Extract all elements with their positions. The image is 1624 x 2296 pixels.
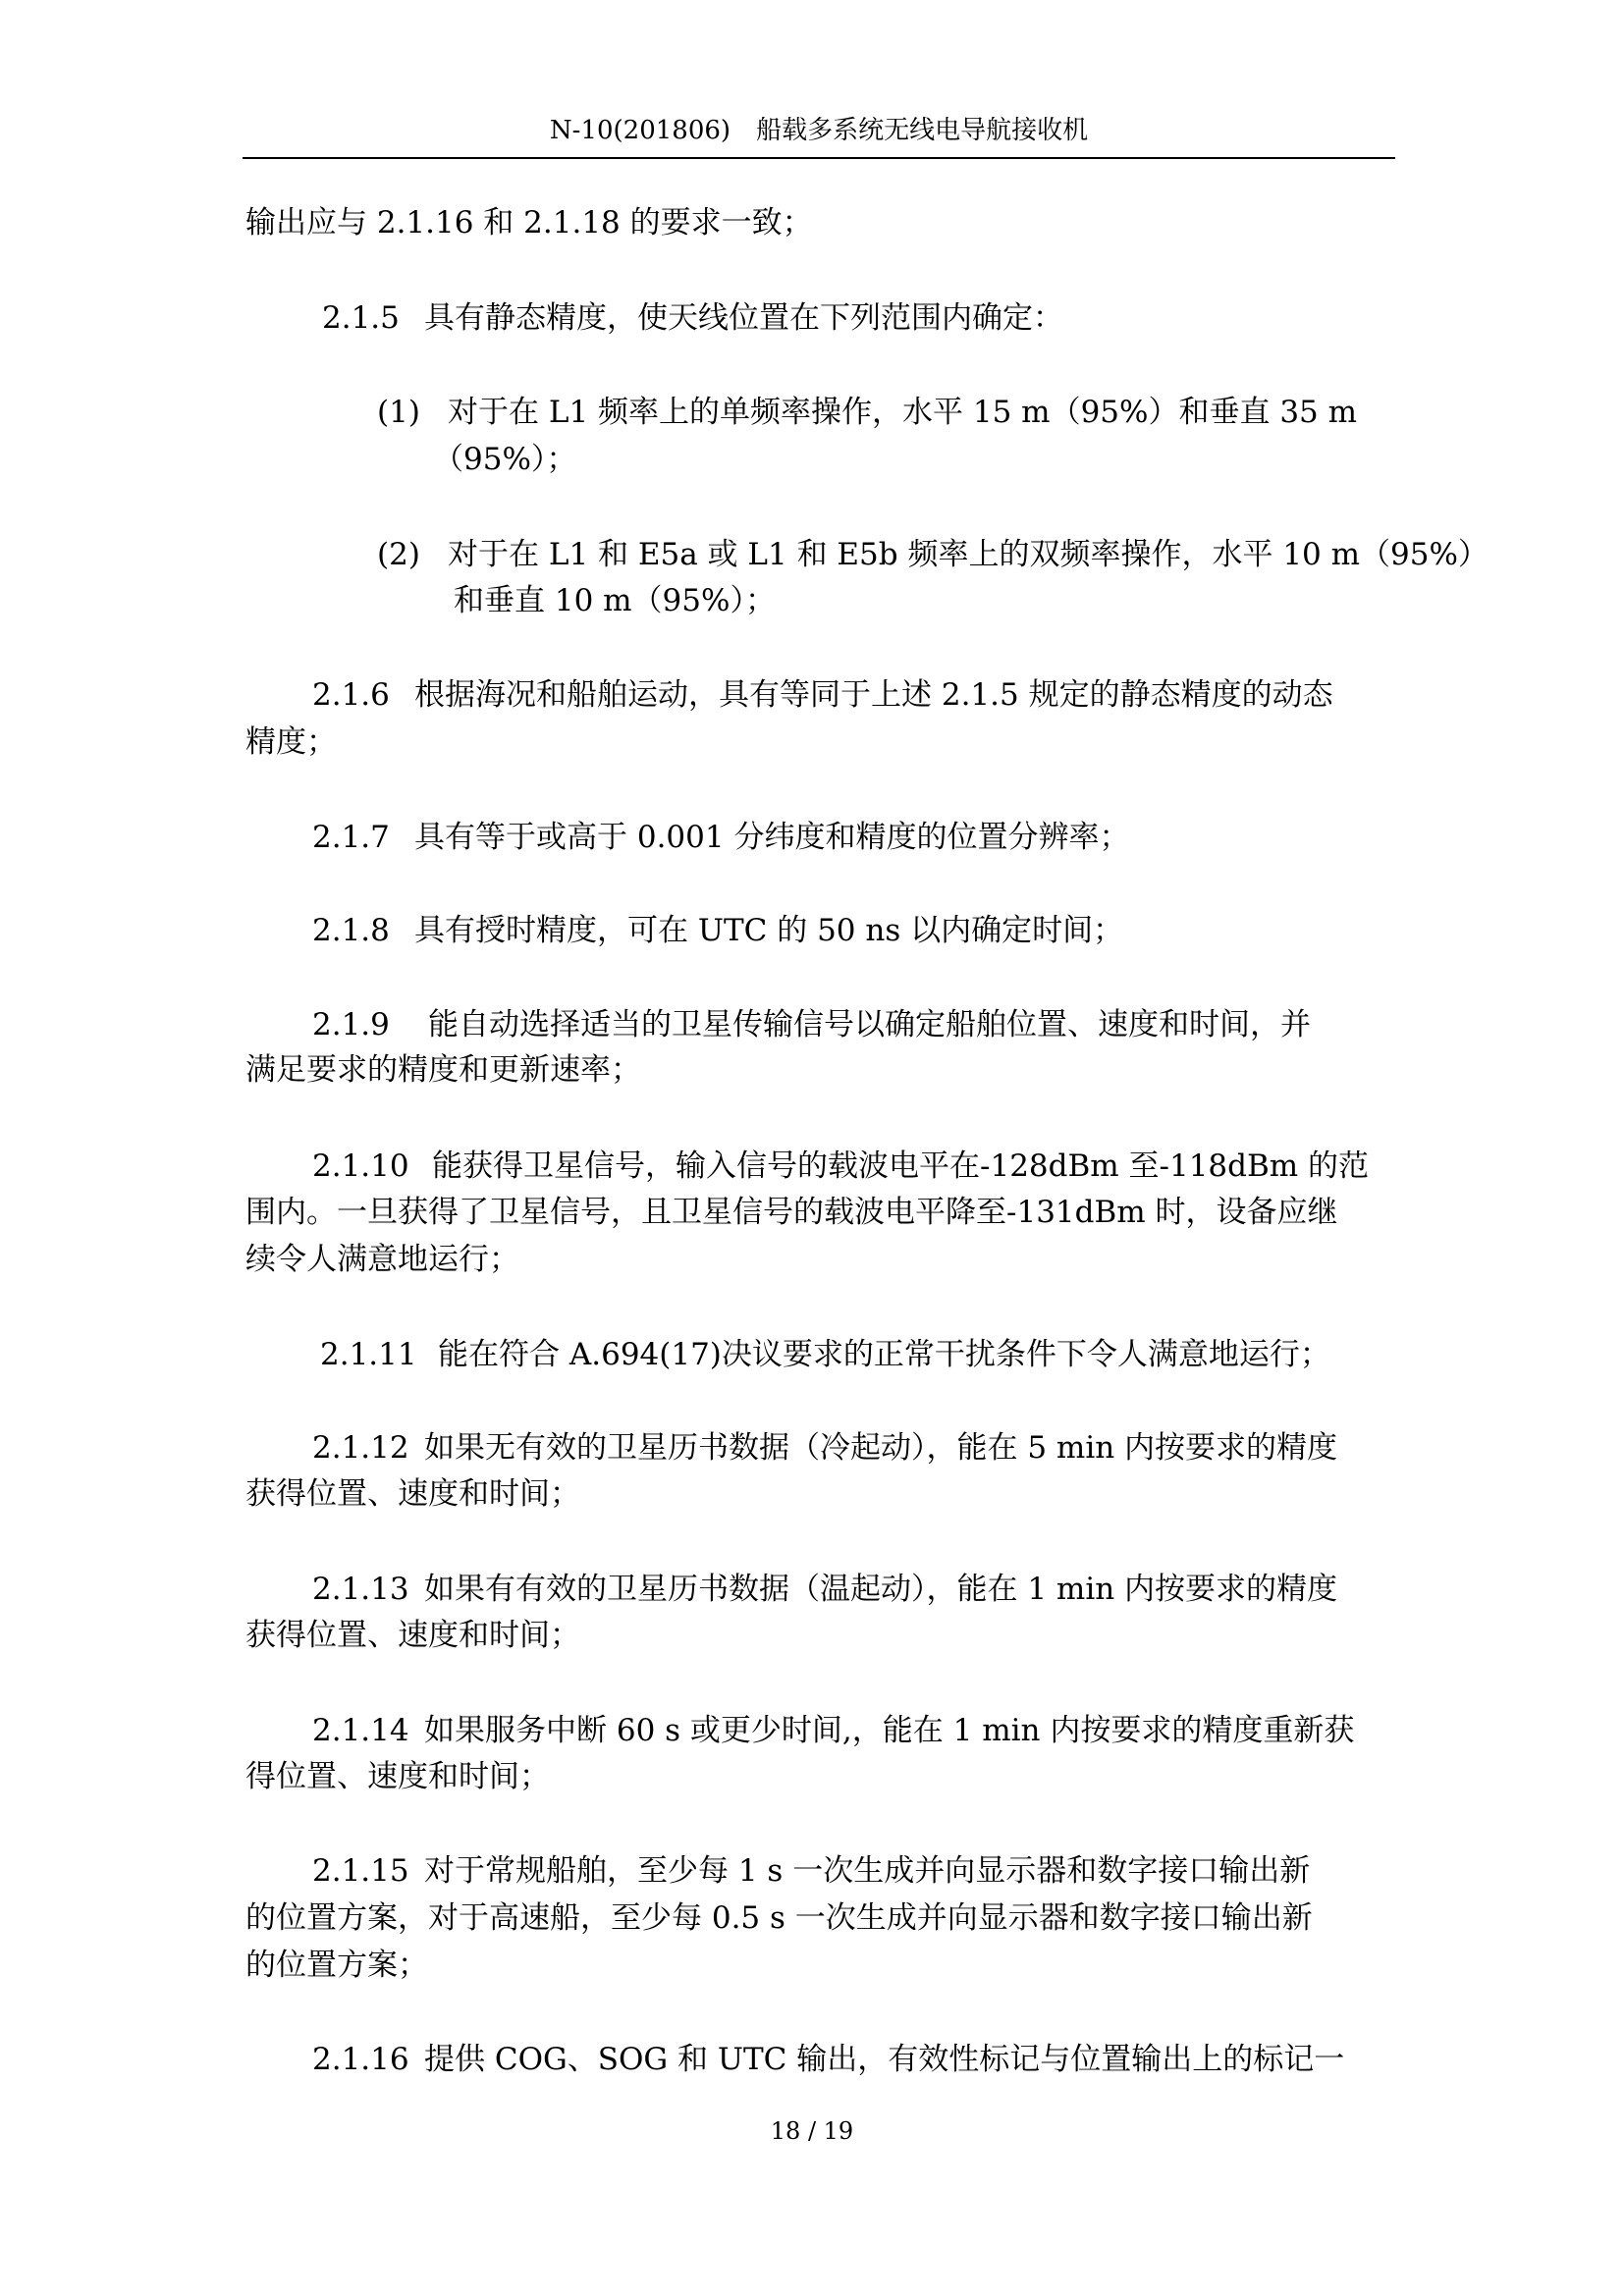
list-number: (1) — [377, 395, 420, 430]
clause-2-1-16: 2.1.16 提供 COG、SOG 和 UTC 输出，有效性标记与位置输出上的标记一 — [312, 2042, 1345, 2077]
clause-2-1-9: 2.1.9 能自动选择适当的卫星传输信号以确定船舶位置、速度和时间，并 — [312, 1007, 1311, 1042]
clause-2-1-9-cont: 满足要求的精度和更新速率； — [245, 1052, 641, 1088]
clause-number: 2.1.13 — [312, 1572, 409, 1607]
clause-number: 2.1.10 — [312, 1148, 409, 1184]
page-number: 18 / 19 — [770, 2117, 854, 2145]
clause-number: 2.1.7 — [312, 820, 390, 855]
clause-2-1-10-cont: 围内。一旦获得了卫星信号，且卫星信号的载波电平降至-131dBm 时，设备应继 — [245, 1195, 1338, 1230]
clause-2-1-12-cont: 获得位置、速度和时间； — [245, 1476, 580, 1512]
list-item-2: (2) 对于在 L1 和 E5a 或 L1 和 E5b 频率上的双频率操作，水平 10 m（95%） — [377, 537, 1489, 572]
clause-number: 2.1.15 — [312, 1853, 409, 1889]
clause-number: 2.1.14 — [312, 1713, 409, 1748]
clause-2-1-14-cont: 得位置、速度和时间； — [245, 1759, 550, 1794]
header-divider — [243, 157, 1395, 159]
list-item-1-cont: （95%）； — [433, 442, 577, 477]
clause-2-1-11: 2.1.11 能在符合 A.694(17)决议要求的正常干扰条件下令人满意地运行； — [320, 1337, 1330, 1372]
clause-number: 2.1.6 — [312, 677, 390, 713]
clause-2-1-8: 2.1.8 具有授时精度，可在 UTC 的 50 ns 以内确定时间； — [312, 913, 1124, 948]
clause-2-1-13: 2.1.13 如果有有效的卫星历书数据（温起动），能在 1 min 内按要求的精度 — [312, 1572, 1338, 1607]
clause-2-1-7: 2.1.7 具有等于或高于 0.001 分纬度和精度的位置分辨率； — [312, 820, 1130, 855]
clause-number: 2.1.8 — [312, 913, 390, 948]
clause-number: 2.1.12 — [312, 1430, 409, 1466]
clause-2-1-14: 2.1.14 如果服务中断 60 s 或更少时间,，能在 1 min 内按要求的精度重新获 — [312, 1713, 1355, 1748]
clause-number: 2.1.9 — [312, 1007, 390, 1042]
clause-2-1-10: 2.1.10 能获得卫星信号，输入信号的载波电平在-128dBm 至-118dBm 的范 — [312, 1148, 1370, 1184]
clause-2-1-6: 2.1.6 根据海况和船舶运动，具有等同于上述 2.1.5 规定的静态精度的动态 — [312, 677, 1333, 713]
clause-2-1-15-cont: 的位置方案； — [245, 1948, 428, 1983]
list-number: (2) — [377, 537, 420, 572]
clause-2-1-13-cont: 获得位置、速度和时间； — [245, 1618, 580, 1653]
clause-2-1-15-cont: 的位置方案，对于高速船，至少每 0.5 s 一次生成并向显示器和数字接口输出新 — [245, 1900, 1313, 1936]
clause-2-1-6-cont: 精度； — [245, 724, 337, 760]
clause-2-1-15: 2.1.15 对于常规船舶，至少每 1 s 一次生成并向显示器和数字接口输出新 — [312, 1853, 1311, 1889]
paragraph-continuation: 输出应与 2.1.16 和 2.1.18 的要求一致； — [245, 205, 813, 240]
clause-2-1-12: 2.1.12 如果无有效的卫星历书数据（冷起动），能在 5 min 内按要求的精度 — [312, 1430, 1338, 1466]
running-header: N-10(201806) 船载多系统无线电导航接收机 — [549, 116, 1089, 145]
clause-2-1-10-cont: 续令人满意地运行； — [245, 1242, 519, 1277]
clause-2-1-5: 2.1.5 具有静态精度，使天线位置在下列范围内确定： — [322, 300, 1063, 336]
list-item-2-cont: 和垂直 10 m（95%）； — [454, 583, 776, 618]
clause-number: 2.1.11 — [320, 1337, 417, 1372]
clause-number: 2.1.16 — [312, 2042, 409, 2077]
clause-number: 2.1.5 — [322, 300, 400, 336]
list-item-1: (1) 对于在 L1 频率上的单频率操作，水平 15 m（95%）和垂直 35 m — [377, 395, 1358, 430]
